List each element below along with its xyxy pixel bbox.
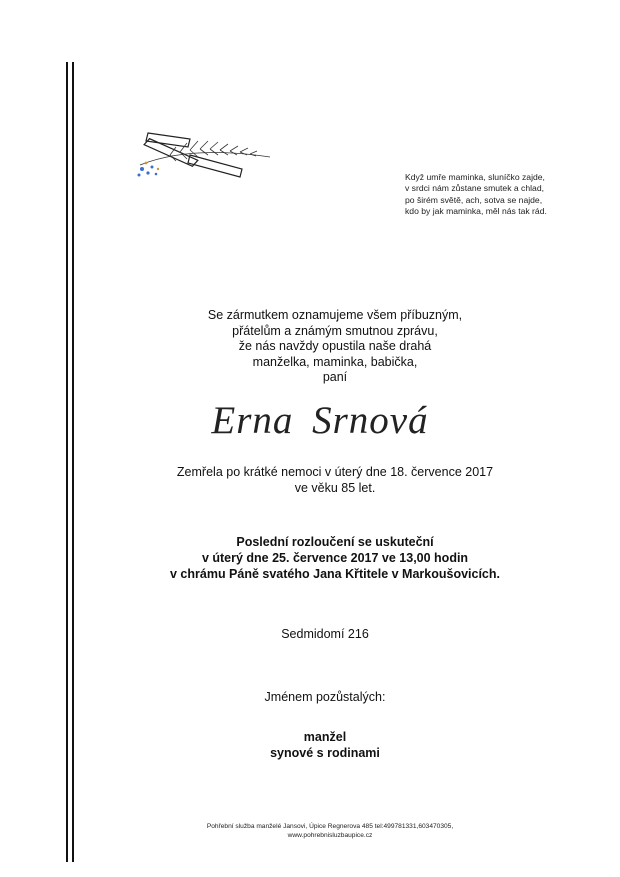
poem-line: v srdci nám zůstane smutek a chlad,	[405, 183, 544, 194]
footer-line: Pohřební služba manželé Jansovi, Úpice Regnerova 485 tel:499781331,603470305,	[206, 823, 454, 830]
cross-with-palm-branch-icon	[130, 125, 275, 185]
deceased-name: Erna Srnová	[211, 399, 429, 442]
poem-line: kdo by jak maminka, měl nás tak rád.	[405, 206, 547, 217]
on-behalf-label: Jménem pozůstalých:	[264, 690, 386, 704]
address: Sedmidomí 216	[281, 627, 369, 641]
intro-line: paní	[322, 370, 348, 384]
family-list	[180, 730, 470, 761]
family-member: manžel	[303, 730, 347, 744]
funeral-line: v chrámu Páně svatého Jana Křtitele v Markoušovicích.	[170, 567, 500, 581]
funeral-info	[110, 534, 560, 582]
death-line: Zemřela po krátké nemoci v úterý dne 18. července 2017	[176, 465, 494, 479]
poem	[405, 172, 595, 218]
intro-line: Se zármutkem oznamujeme všem příbuzným,	[207, 308, 463, 322]
death-notice	[120, 464, 550, 496]
intro-line: že nás navždy opustila naše drahá	[238, 339, 432, 353]
death-line: ve věku 85 let.	[294, 481, 376, 495]
family-member: synové s rodinami	[270, 745, 380, 760]
footer-website: www.pohrebnisluzbaupice.cz	[287, 832, 373, 839]
funeral-line: Poslední rozloučení se uskuteční	[236, 535, 434, 549]
announcement-intro	[140, 308, 530, 386]
funeral-service-footer	[150, 822, 510, 840]
border-line-inner	[72, 62, 74, 862]
funeral-line: v úterý dne 25. července 2017 ve 13,00 hodin	[201, 551, 469, 565]
poem-line: po širém světě, ach, sotva se najde,	[405, 194, 543, 205]
border-line-outer	[66, 62, 68, 862]
intro-line: přátelům a známým smutnou zprávu,	[232, 323, 438, 338]
poem-line: Když umře maminka, sluníčko zajde,	[405, 172, 545, 182]
intro-line: manželka, maminka, babička,	[252, 354, 418, 369]
